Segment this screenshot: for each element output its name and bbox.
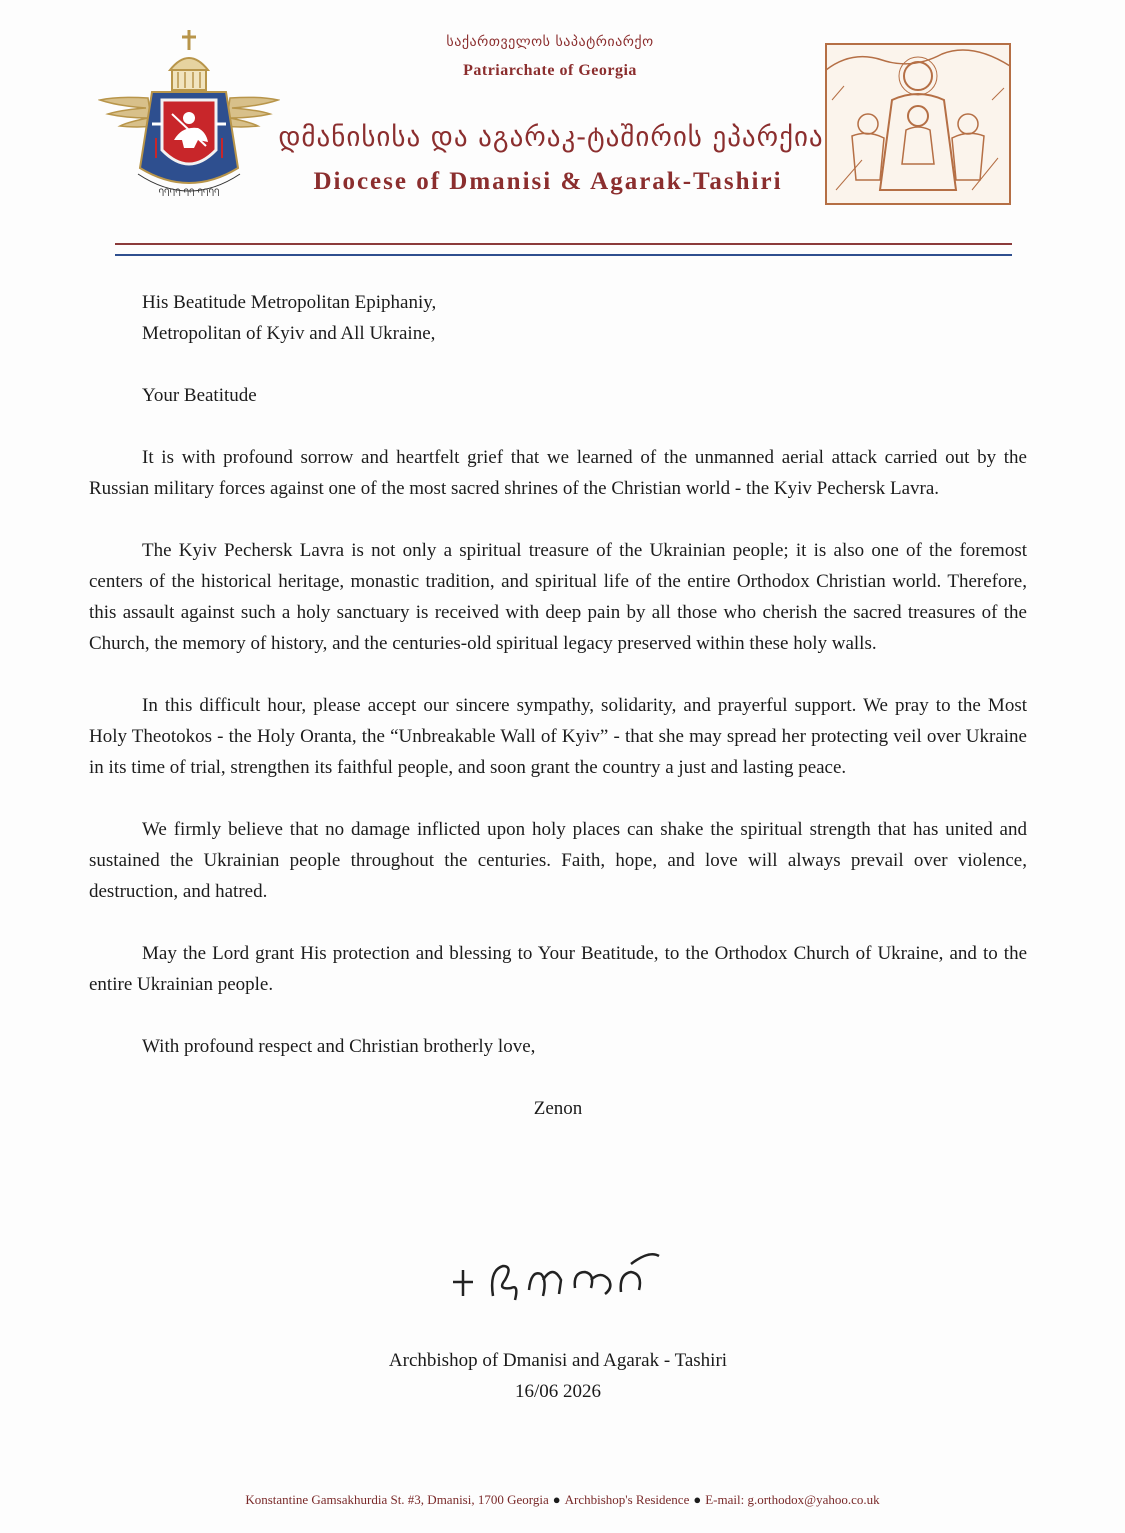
header-diocese: Diocese of Dmanisi & Agarak-Tashiri [313,168,783,195]
footer-dot-icon: ● [693,1492,702,1507]
signer-title: Archbishop of Dmanisi and Agarak - Tashiri [388,1350,728,1371]
letter-body [89,287,1027,1124]
footer-residence: Archbishop's Residence [564,1492,690,1507]
paragraph-5: May the Lord grant His protection and blessing to Your Beatitude, to the Orthodox Church of Ukraine, and to the entire Ukrainian people. [89,943,1027,995]
address-line-1: His Beatitude Metropolitan Epiphaniy, [142,292,437,313]
header-patriarchate: Patriarchate of Georgia [463,62,637,79]
paragraph-2: The Kyiv Pechersk Lavra is not only a spiritual treasure of the Ukrainian people; it is also one of the foremost centers of the historical heritage, monastic tradition, and spiritual life of the entire Orthodox Christian world. Therefore, this assault against such a holy sanctuary is received with deep pain by all those who cherish the sacred treasures of the Church, the memory of history, and the centuries-old spiritual legacy preserved within these holy walls. [89,540,1027,654]
handwritten-signature [445,1240,665,1310]
header-rule-red [115,243,1012,245]
letter-date: 16/06 2026 [514,1381,602,1402]
footer [0,1492,1125,1508]
footer-email[interactable]: E-mail: g.orthodox@yahoo.co.uk [705,1492,880,1507]
svg-text:ႤႤႤႤ ႤႤ ႤႤႤႤ: ႤႤႤႤ ႤႤ ႤႤႤႤ [158,189,220,199]
closing-line: With profound respect and Christian brotherly love, [142,1036,536,1057]
address-line-2: Metropolitan of Kyiv and All Ukraine, [142,323,436,344]
signature-block [89,1345,1027,1407]
theotokos-relief-icon [822,40,1014,208]
paragraph-3: In this difficult hour, please accept our sincere sympathy, solidarity, and prayerful support. We pray to the Most Holy Theotokos - the Holy Oranta, the “Unbreakable Wall of Kyiv” - that she may spread her protecting veil over Ukraine in its time of trial, strengthen its faithful people, and soon grant the country a just and lasting peace. [89,695,1027,778]
paragraph-4: We firmly believe that no damage inflicted upon holy places can shake the spiritual strength that has united and sustained the Ukrainian people throughout the centuries. Faith, hope, and love will always prevail over violence, destruction, and hatred. [89,819,1027,902]
header-georgian-diocese: დმანისისა და აგარაკ-ტაშირის ეპარქია [278,122,824,153]
salutation: Your Beatitude [142,385,257,406]
patriarchate-emblem-icon [98,28,280,208]
footer-address: Konstantine Gamsakhurdia St. #3, Dmanisi, 1700 Georgia [245,1492,549,1507]
signer-name: Zenon [533,1098,583,1119]
header-rule-blue [115,254,1012,256]
footer-dot-icon: ● [552,1492,561,1507]
paragraph-1: It is with profound sorrow and heartfelt grief that we learned of the unmanned aerial attack carried out by the Russian military forces against one of the most sacred shrines of the Christian world - the Kyiv Pechersk Lavra. [89,447,1027,499]
header-georgian-patriarchate: საქართველოს საპატრიარქო [446,34,654,50]
